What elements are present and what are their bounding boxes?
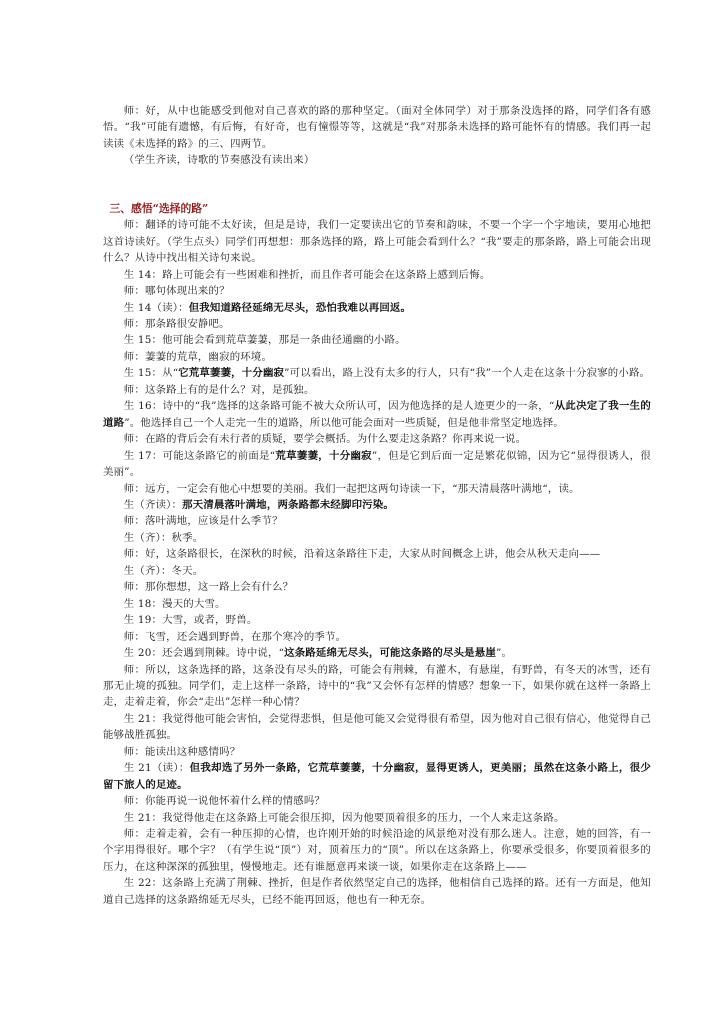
bold-quote: 它荒草萋萋，十分幽寂 xyxy=(178,367,285,380)
paragraph-text: 生 20：还会遇到荆棘。诗中说，“ xyxy=(123,647,285,660)
paragraph-text: 生（齐读）： xyxy=(123,498,183,511)
paragraph-text: 师：萋萋的荒草，幽寂的环境。 xyxy=(123,350,273,363)
paragraph-text: 师：能读出这种感情吗？ xyxy=(123,745,241,758)
paragraph-text: 生 15：他可能会看到荒草萋萋，那是一条曲径通幽的小路。 xyxy=(123,334,406,347)
paragraph xyxy=(103,744,651,760)
paragraph-text: （学生齐读，诗歌的节奏感没有读出来） xyxy=(123,154,315,167)
paragraph xyxy=(103,810,651,826)
paragraph xyxy=(103,497,651,513)
paragraph xyxy=(103,283,651,299)
paragraph xyxy=(103,365,651,381)
paragraph-text: 师：落叶满地，应该是什么季节？ xyxy=(123,515,283,528)
paragraph xyxy=(103,431,651,447)
paragraph-text: 生 18：漫天的大雪。 xyxy=(123,597,226,610)
paragraph-text: 师：翻译的诗可能不太好读，但是是诗，我们一定要读出它的节奏和韵味，不要一个字一个字地读，要用心地把这首诗读好。（学生点头）同学们再想想：那条选择的路，路上可能会看到什么？“我”要走的那条路，路上可能会出现什么？从诗中找出相关诗句来说。 xyxy=(103,219,651,265)
paragraph-text: 生 17：可能这条路它的前面是“ xyxy=(123,449,276,462)
paragraph xyxy=(103,596,651,612)
paragraph-text: 生 16：诗中的“我”选择的这条路可能不被大众所认可，因为他选择的是人迹更少的一条，“ xyxy=(123,400,555,413)
paragraph xyxy=(103,711,651,744)
paragraph xyxy=(103,300,651,316)
paragraph xyxy=(103,662,651,711)
paragraph xyxy=(103,612,651,628)
paragraph xyxy=(103,217,651,266)
paragraph-text: 生 21：我觉得他走在这条路上可能会很压抑，因为他要顶着很多的压力，一个人来走这条路。 xyxy=(123,811,565,824)
paragraph-text: ”。 xyxy=(495,647,513,660)
paragraph-text: 师：那条路很安静吧。 xyxy=(123,317,230,330)
paragraph xyxy=(103,398,651,431)
bold-quote: 那天清晨落叶满地，两条路都未经脚印污染。 xyxy=(182,498,394,511)
paragraph-text: 生 14：路上可能会有一些困难和挫折，而且作者可能会在这条路上感到后悔。 xyxy=(123,268,491,281)
paragraph-text: 师：飞雪，还会遇到野兽，在那个寒冷的季节。 xyxy=(123,630,347,643)
paragraph xyxy=(103,546,651,562)
document-body xyxy=(103,103,651,908)
paragraph-text: 生（齐）：秋季。 xyxy=(123,531,204,544)
paragraph xyxy=(103,349,651,365)
paragraph xyxy=(103,481,651,497)
paragraph-text: 师：好，从中也能感受到他对自己喜欢的路的那种坚定。（面对全体同学）对于那条没选择的路，同学们各有感悟。“我”可能有遗憾，有后悔，有好奇，也有憧憬等等，这就是“我”对那条未选择的路可能怀有的情感。我们再一起读读《未选择的路》的三、四两节。 xyxy=(103,105,651,150)
paragraph xyxy=(103,267,651,283)
paragraph xyxy=(103,513,651,529)
paragraph-text: 生 21：我觉得他可能会害怕，会觉得悲惧，但是他可能又会觉得很有希望，因为他对自己很有信心，他觉得自己能够战胜孤独。 xyxy=(103,712,651,742)
paragraph xyxy=(103,103,651,152)
paragraph xyxy=(103,382,651,398)
paragraph-text: 生 19：大雪，或者，野兽。 xyxy=(123,614,258,627)
paragraph-text: 生 21（读）： xyxy=(123,762,190,775)
paragraph xyxy=(103,645,651,661)
bold-quote: 但我知道路径延绵无尽头，恐怕我难以再回返。 xyxy=(188,301,412,314)
paragraph xyxy=(103,563,651,579)
paragraph-text: 师：好，这条路很长，在深秋的时候，沿着这条路往下走，大家从时间概念上讲，他会从秋天走向—— xyxy=(123,548,601,561)
bold-quote: 但我却选了另外一条路，它荒草萋萋，十分幽寂，显得更诱人，更美丽；虽然在这条小路上，很少留下旅人的足迹。 xyxy=(103,762,651,791)
paragraph xyxy=(103,629,651,645)
bold-quote: 这条路延绵无尽头，可能这条路的尽头是悬崖 xyxy=(284,647,496,660)
paragraph-text: 师：走着走着，会有一种压抑的心情，也许刚开始的时候沿途的风景绝对没有那么迷人。注意，她的回答，有一个字用得很好。哪个字？（有学生说“顶”）对，顶着压力的“顶”。所以在这条路上，你要承受很多，你要顶着很多的压力，在这种深深的孤独里，慢慢地走。还有谁愿意再来谈一谈，如果你走在这条路上—— xyxy=(103,828,651,873)
paragraph-text: 师：所以，这条选择的路，这条没有尽头的路，可能会有荆棘，有灌木，有悬崖，有野兽，有冬天的冰雪，还有那无止境的孤独。同学们，走上这样一条路，诗中的“我”又会怀有怎样的情感？想象一下，如果你就在这样一条路上走，走着走着，你会“走出”怎样一种心情？ xyxy=(103,663,651,709)
paragraph xyxy=(103,793,651,809)
paragraph-text: 生（齐）：冬天。 xyxy=(123,564,204,577)
paragraph xyxy=(103,875,651,908)
paragraph xyxy=(103,826,651,875)
paragraph-text: 师：你能再说一说他怀着什么样的情感吗？ xyxy=(123,795,326,808)
bold-quote: 从此决定了我一生的道路 xyxy=(103,400,651,429)
paragraph-text: 师：远方，一定会有他心中想要的美丽。我们一起把这两句诗读一下，“那天清晨落叶满地“，读。 xyxy=(123,482,580,495)
paragraph-text: 生 22：这条路上充满了荆棘、挫折，但是作者依然坚定自己的选择，他相信自己选择的路。还有一方面是，他知道自己选择的这条路绵延无尽头，已经不能再回返，他也有一种无奈。 xyxy=(103,877,651,906)
paragraph-text: 生 15：从“ xyxy=(123,367,179,380)
paragraph xyxy=(103,448,651,481)
paragraph xyxy=(103,530,651,546)
paragraph-text: ”可以看出，路上没有太多的行人，只有“我”一个人走在这条十分寂寥的小路。 xyxy=(284,367,651,380)
paragraph-text: 师：在路的背后会有未行者的质疑，要学会概括。为什么要走这条路？你再来说一说。 xyxy=(123,433,527,446)
paragraph-text: 生 14（读）： xyxy=(123,301,189,314)
blank-line xyxy=(103,185,651,201)
paragraph-text: 师：哪句体现出来的？ xyxy=(123,285,230,298)
paragraph xyxy=(103,760,651,793)
paragraph-text: ”。他选择自己一个人走完一生的道路，所以他可能会面对一些质疑，但是他非常坚定地选择。 xyxy=(124,416,564,429)
paragraph-text: 师：那你想想，这一路上会有什么？ xyxy=(123,581,294,594)
paragraph-text: ”，但是它到后面一定是繁花似锦，因为它“显得很诱人，很美丽”。 xyxy=(103,449,651,479)
paragraph-text: 师：这条路上有的是什么？对，是孤独。 xyxy=(123,383,315,396)
paragraph xyxy=(103,332,651,348)
paragraph xyxy=(103,316,651,332)
blank-line xyxy=(103,169,651,185)
section-heading: 三、感悟“选择的路” xyxy=(109,201,209,215)
paragraph xyxy=(103,152,651,168)
paragraph xyxy=(103,579,651,595)
bold-quote: 荒草萋萋，十分幽寂 xyxy=(275,449,372,462)
